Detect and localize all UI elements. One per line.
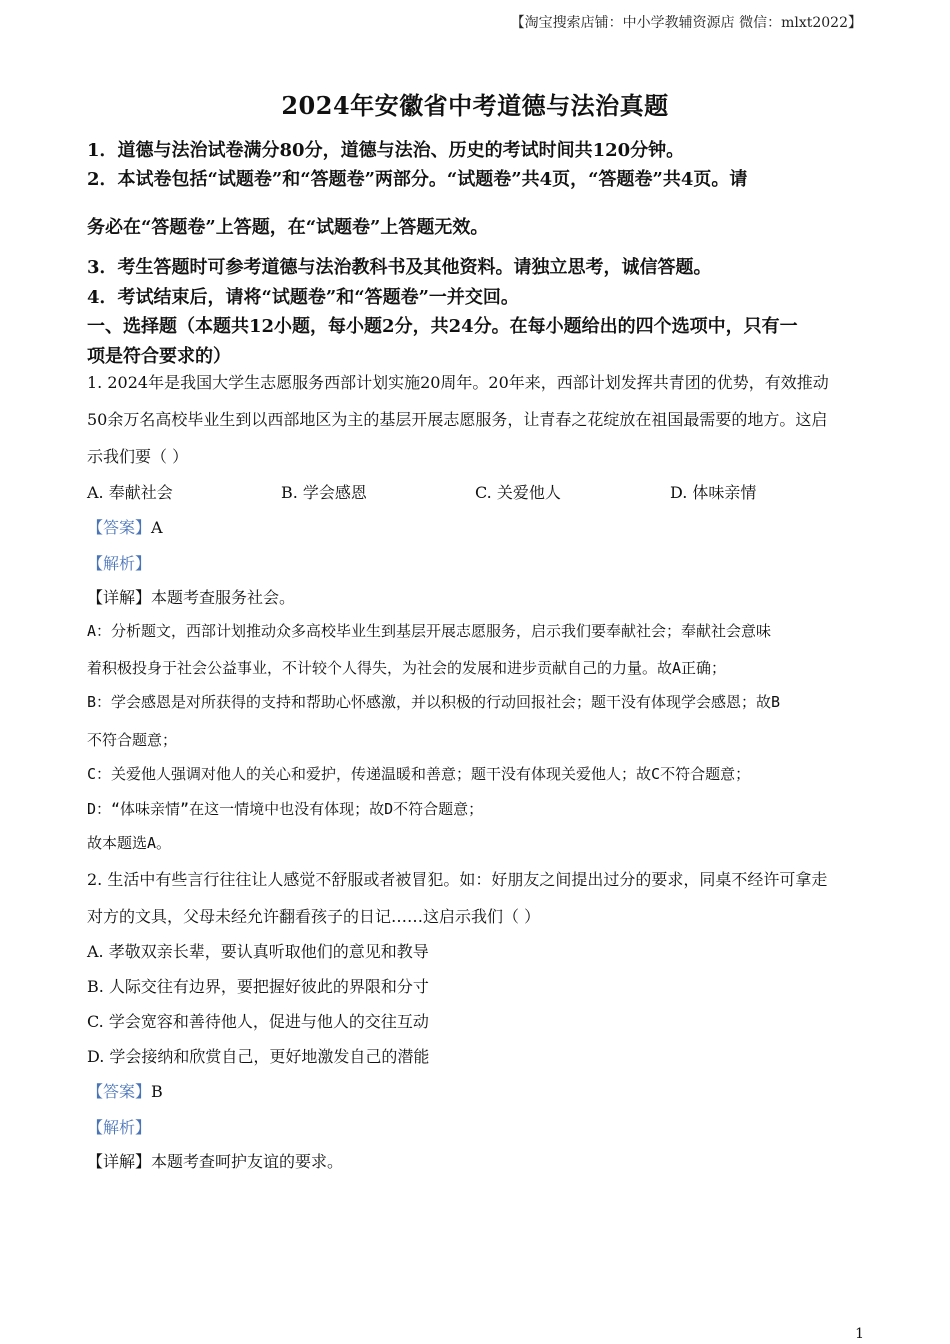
q1-detail — [87, 585, 867, 608]
detail-tag: 【详解】 — [87, 588, 152, 607]
q1-stem-line: 50余万名高校毕业生到以西部地区为主的基层开展志愿服务，让青春之花绽放在祖国最需要的地方。这启 — [87, 410, 828, 429]
instruction-1: 1．道德与法治试卷满分80分，道德与法治、历史的考试时间共120分钟。 — [87, 140, 685, 161]
q1-analysis-tag: 【解析】 — [87, 554, 152, 573]
q1-option-a: A. 奉献社会 — [87, 483, 173, 502]
answer-tag: 【答案】 — [87, 1082, 152, 1101]
section-heading-cont: 项是符合要求的） — [87, 346, 231, 367]
instruction-3: 3．考生答题时可参考道德与法治教科书及其他资料。请独立思考，诚信答题。 — [87, 257, 712, 278]
q1-explain-line: 不符合题意； — [87, 731, 178, 749]
page-title: 2024年安徽省中考道德与法治真题 — [281, 91, 669, 120]
q2-stem-line: 对方的文具，父母未经允许翻看孩子的日记……这启示我们（ ） — [87, 907, 541, 926]
q2-analysis-tag: 【解析】 — [87, 1118, 152, 1137]
q1-explain-line: A：分析题文，西部计划推动众多高校毕业生到基层开展志愿服务，启示我们要奉献社会；奉献社会意味 — [87, 622, 772, 640]
detail-text: 本题考查服务社会。 — [151, 588, 296, 607]
q1-answer — [87, 515, 867, 538]
q1-explain-line: B：学会感恩是对所获得的支持和帮助心怀感激，并以积极的行动回报社会；题干没有体现学会感恩；故B — [87, 693, 781, 711]
instruction-2-cont: 务必在“答题卷”上答题，在“试题卷”上答题无效。 — [87, 217, 489, 238]
q2-option-a: A. 孝敬双亲长辈，要认真听取他们的意见和教导 — [87, 942, 429, 961]
header-note: 【淘宝搜索店铺：中小学教辅资源店 微信：mlxt2022】 — [510, 15, 862, 31]
q1-option-c: C. 关爱他人 — [475, 483, 561, 502]
q2-answer — [87, 1079, 867, 1102]
q1-explain-line: 着积极投身于社会公益事业，不计较个人得失，为社会的发展和进步贡献自己的力量。故A正确； — [87, 659, 727, 677]
instruction-4: 4．考试结束后，请将“试题卷”和“答题卷”一并交回。 — [87, 287, 519, 308]
q1-option-d: D. 体味亲情 — [670, 483, 757, 502]
q2-option-d: D. 学会接纳和欣赏自己，更好地激发自己的潜能 — [87, 1047, 430, 1066]
instruction-2: 2．本试卷包括“试题卷”和“答题卷”两部分。“试题卷”共4页，“答题卷”共4页。请 — [87, 169, 748, 190]
detail-tag: 【详解】 — [87, 1152, 152, 1171]
answer-value: B — [151, 1082, 163, 1101]
q2-detail — [87, 1149, 867, 1172]
q1-stem-line: 示我们要（ ） — [87, 447, 189, 466]
q2-option-b: B. 人际交往有边界，要把握好彼此的界限和分寸 — [87, 977, 429, 996]
page-number: 1 — [855, 1326, 864, 1342]
q1-explain-line: D：“体味亲情”在这一情境中也没有体现；故D不符合题意； — [87, 800, 484, 818]
q1-option-b: B. 学会感恩 — [281, 483, 367, 502]
section-heading: 一、选择题（本题共12小题，每小题2分，共24分。在每小题给出的四个选项中，只有一 — [87, 316, 798, 337]
q2-option-c: C. 学会宽容和善待他人，促进与他人的交往互动 — [87, 1012, 429, 1031]
answer-tag: 【答案】 — [87, 518, 152, 537]
q1-explain-line: C：关爱他人强调对他人的关心和爱护，传递温暖和善意；题干没有体现关爱他人；故C不符合题意； — [87, 765, 751, 783]
q1-explain-line: 故本题选A。 — [87, 834, 172, 852]
detail-text: 本题考查呵护友谊的要求。 — [151, 1152, 344, 1171]
q2-stem-line: 2. 生活中有些言行往往让人感觉不舒服或者被冒犯。如：好朋友之间提出过分的要求，同桌不经许可拿走 — [87, 870, 828, 889]
q1-stem-line: 1. 2024年是我国大学生志愿服务西部计划实施20周年。20年来，西部计划发挥共青团的优势，有效推动 — [87, 373, 829, 392]
answer-value: A — [151, 518, 163, 537]
